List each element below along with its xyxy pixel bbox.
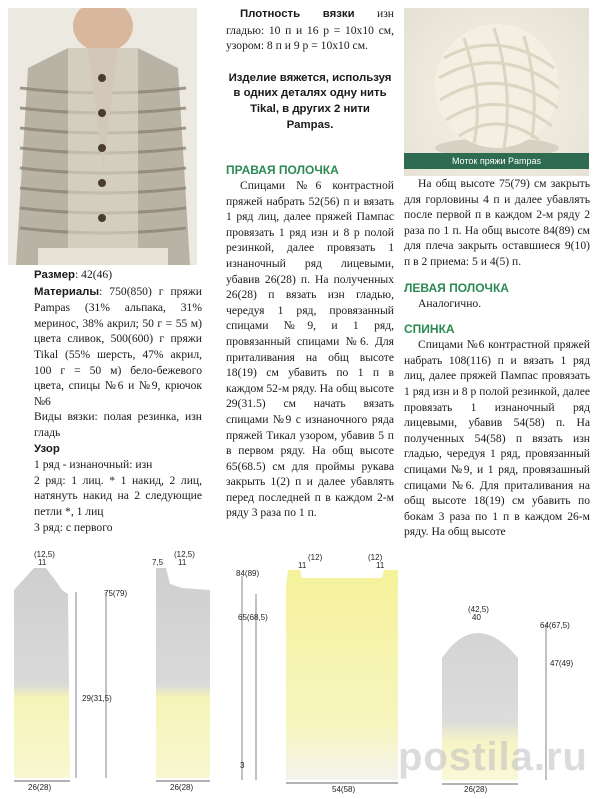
size-value: : 42(46) [75, 268, 113, 281]
cardigan-photo [8, 8, 197, 265]
watermark: postila.ru [397, 735, 588, 779]
left-front-title: ЛЕВАЯ ПОЛОЧКА [404, 280, 509, 295]
sleeve-top-a: (42,5) [468, 605, 489, 614]
note-text: Изделие вяжется, используя в одних деталях одну нить Tikal, в других 2 нити Pampas. [228, 71, 392, 131]
sleeve-bottom: 26(28) [464, 785, 488, 794]
sleeve-top-b: 40 [472, 613, 481, 622]
back-text: Спицами №6 контрастной пряжей набрать 108(116) п и вязать 1 ряд лиц, далее пряжей Пампас провязать 1 ряд изн и 8 р полой резинкой, далее провязать 1 изнаночный ряд лицевыми, убавив 54(58) п. На полученных 54(58) п вязать изн гладью, чередуя 1 ряд, провязанный спицами №9, и 1 ряд, провязашный спицами №6. Для приталивания на общ высоте 18(19) см убавить по бокам 3 раза по 1 п в каждом 26-м ряду. На общ высоте [404, 338, 590, 539]
pattern-row-1: 1 ряд - изнаночный: изн [34, 458, 153, 472]
right-front-title: ПРАВАЯ ПОЛОЧКА [226, 163, 339, 177]
materials-text: : 750(850) г пряжи Pampas (31% альпака, 31% меринос, 38% акрил; 50 г = 55 м) цвета сливок, 500(600) г пряжи Tikal (55% шерсть, 47% акрил, 100 г = 50 м) бело-бежевого цвета, спицы №6 и №9, крючок №6 [34, 284, 202, 408]
right-front-continue: На общ высоте 75(79) см закрыть для горловины 4 п и далее убавлять после первой п в каждом 2-м ряду 2 раза по 1 п. На общ высоте 84(89) см для плеча закрыть оставшиеся 9(10) п в 2 приема: 5 и 4(5) п. [404, 177, 590, 268]
density-text: изн гладью: 10 п и 16 р = 10х10 см, узором: 8 п и 9 р = 10х10 см. [226, 7, 394, 53]
back-top-l2: 11 [298, 561, 307, 570]
pattern-label: Узор [34, 442, 60, 455]
sleeve-h1: 64(67,5) [540, 621, 570, 630]
back-h-arm: 65(68,5) [238, 613, 268, 622]
front1-top-b: 11 [38, 558, 47, 567]
pattern-row-3: 3 ряд: с первого [34, 520, 113, 534]
size-label: Размер [34, 269, 76, 281]
right-front-section [226, 162, 394, 521]
back-top-l: (12) [308, 553, 323, 562]
density-block [226, 6, 394, 133]
knit-types: Виды вязки: полая резинка, изн гладь [34, 410, 202, 439]
yarn-caption: Моток пряжи Pampas [404, 153, 589, 169]
back-bottom: 54(58) [332, 785, 356, 794]
front1-top-a: (12,5) [34, 550, 55, 559]
front1-h1: 75(79) [104, 589, 128, 598]
back-title: СПИНКА [404, 322, 455, 337]
front-piece-right [152, 550, 210, 792]
back-h-total: 84(89) [236, 569, 260, 578]
right-column [404, 176, 590, 540]
front1-bottom: 26(28) [28, 783, 52, 792]
sleeve-h2: 47(49) [550, 659, 574, 668]
right-front-text: Спицами №6 контрастной пряжей набрать 52(56) п и вязать 1 ряд лиц, далее пряжей Пампас провязать 1 ряд изн и 8 р полой резинкой, далее провязать 1 изнаночный ряд лицевыми, убавив 26(28) п. На полученных 26(28) п вязать изн гладью, чередуя 1 ряд, провязанный спицами №9, и 1 ряд, провязанный спицами №6. Для приталивания на общ высоте 18(19) см убавить по 1 п в каждом 52-м ряду. На общ высоте 29(31.5) см начать вязать спицами №9 с изнаночного ряда пряжей Тикал узором, убавив 5 п в первом ряду. На общ высоте 65(68.5) см для проймы рукава закрыть 1(2) п и далее убавлять перед последней п в каждом 2-м ряду 3 раза по 1 п. [226, 179, 394, 520]
back-piece [236, 553, 398, 794]
yarn-photo [404, 8, 589, 176]
front2-top-a: (12,5) [174, 550, 195, 559]
back-top-r2: 11 [376, 561, 385, 570]
materials-label: Материалы [34, 285, 100, 298]
front2-bottom: 26(28) [170, 783, 194, 792]
back-h-low: 3 [240, 761, 245, 770]
left-column [34, 267, 202, 535]
front2-top-c: 7,5 [152, 558, 164, 567]
pattern-row-2: 2 ряд: 1 лиц. * 1 накид, 2 лиц, натянуть накид на 2 следующие петли *, 1 лиц [34, 473, 202, 518]
front-piece-left [14, 550, 127, 792]
front1-h2: 29(31,5) [82, 694, 112, 703]
left-front-text: Аналогично. [418, 296, 482, 310]
density-label: Плотность вязки [240, 8, 355, 20]
front2-top-b: 11 [178, 558, 187, 567]
back-top-r: (12) [368, 553, 383, 562]
